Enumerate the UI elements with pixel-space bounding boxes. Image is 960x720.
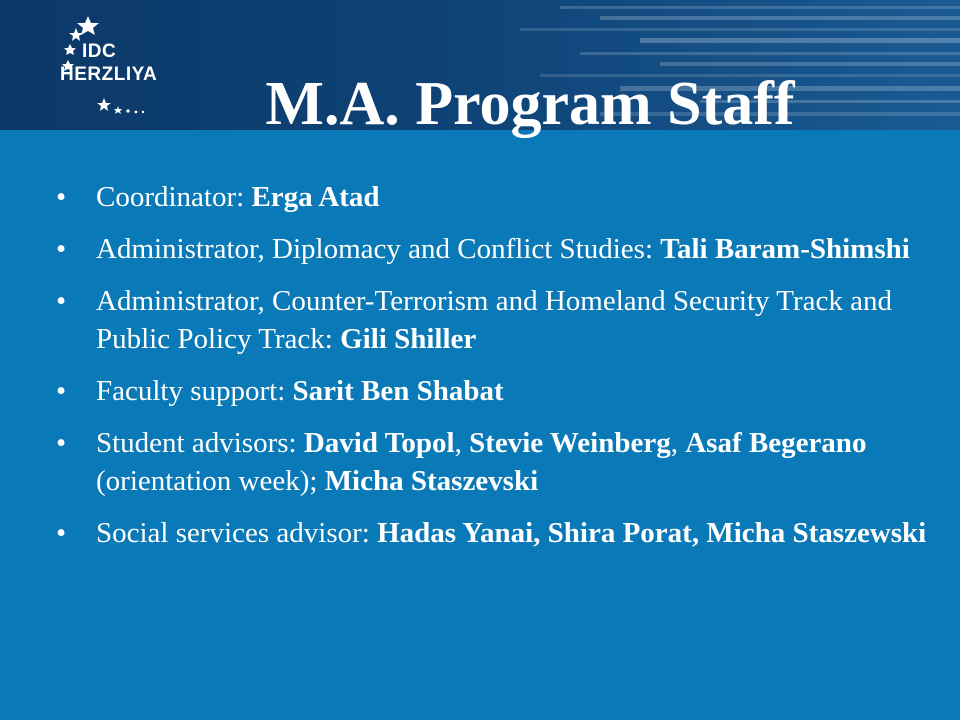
- item-label: Administrator, Diplomacy and Conflict Studies:: [96, 233, 661, 265]
- bullet: •: [56, 517, 67, 549]
- slide-title: M.A. Program Staff: [265, 70, 795, 138]
- staff-name: Sarit Ben Shabat: [292, 375, 504, 407]
- bullet: •: [56, 285, 67, 317]
- item-label: Administrator, Counter-Terrorism and Homeland Security Track and Public Policy Track:: [96, 285, 892, 355]
- bullet: •: [56, 375, 67, 407]
- list-item-coordinator: [56, 178, 936, 216]
- staff-name: Micha Staszevski: [324, 465, 539, 497]
- bullet: •: [56, 427, 67, 459]
- list-item-social-services-advisor: [56, 514, 936, 552]
- list-item-diplomacy-administrator: [56, 230, 936, 268]
- staff-name: Gili Shiller: [340, 323, 477, 355]
- bullet: •: [56, 181, 67, 213]
- item-label: Social services advisor:: [96, 517, 378, 549]
- separator: ,: [670, 427, 686, 459]
- staff-name: Stevie Weinberg: [469, 427, 671, 459]
- list-item-faculty-support: [56, 372, 936, 410]
- staff-list: [56, 178, 936, 566]
- item-note: (orientation week);: [96, 465, 325, 497]
- separator: ,: [454, 427, 470, 459]
- bullet: •: [56, 233, 67, 265]
- staff-name: David Topol: [303, 427, 455, 459]
- item-label: Coordinator:: [96, 181, 252, 213]
- list-item-counter-terrorism-administrator: [56, 282, 936, 358]
- staff-name: Tali Baram-Shimshi: [660, 233, 910, 265]
- staff-name: Hadas Yanai, Shira Porat, Micha Staszewski: [377, 517, 927, 549]
- item-label: Student advisors:: [96, 427, 304, 459]
- staff-name: Erga Atad: [251, 181, 380, 213]
- list-item-student-advisors: [56, 424, 936, 500]
- staff-name: Asaf Begerano: [685, 427, 867, 459]
- logo-text-idc: IDC: [82, 41, 117, 62]
- logo-text-herzliya: HERZLIYA: [60, 64, 158, 85]
- item-label: Faculty support:: [96, 375, 293, 407]
